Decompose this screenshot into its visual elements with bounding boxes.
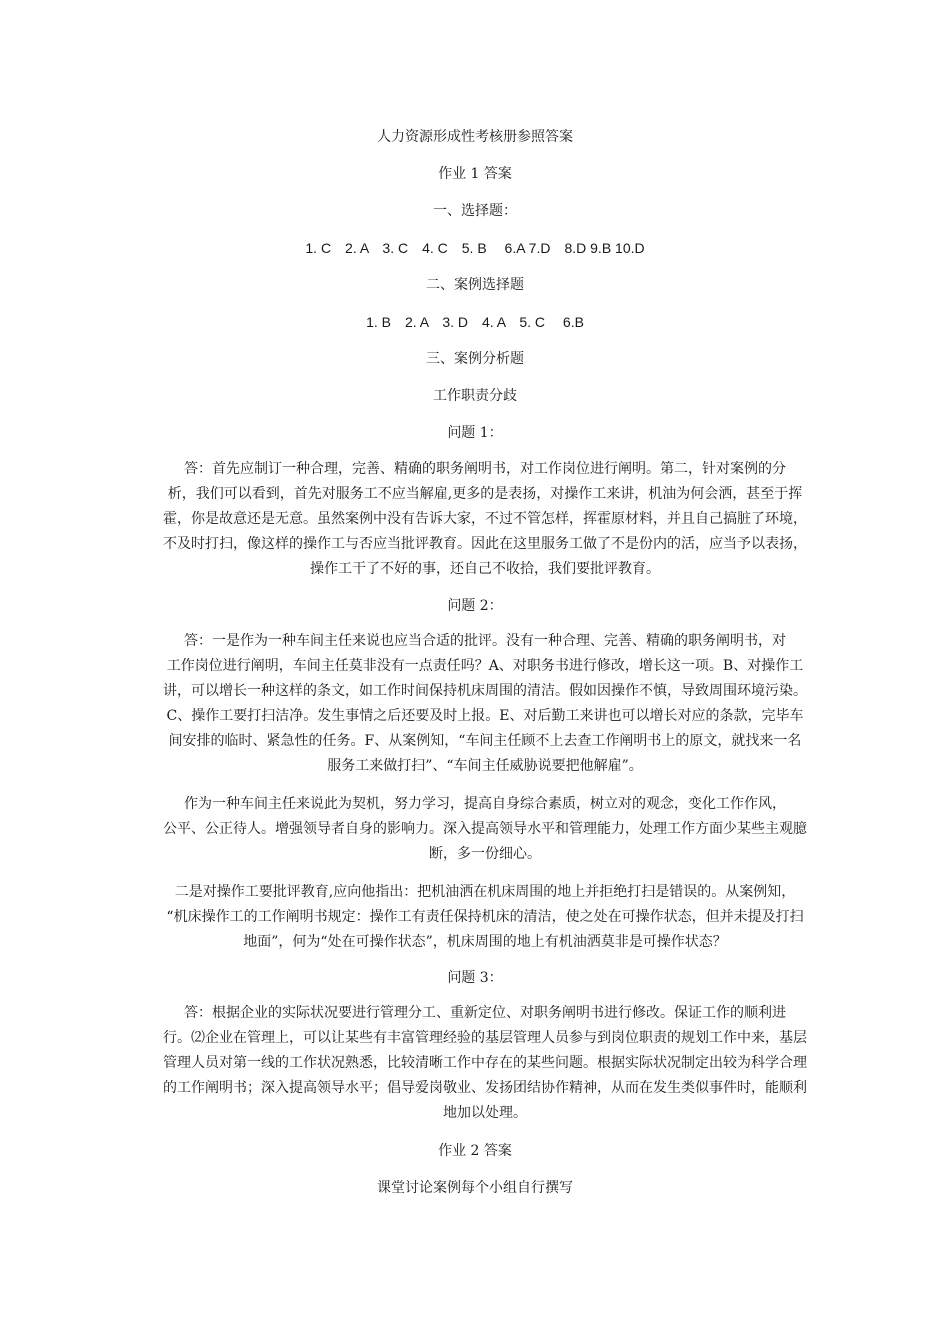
answer-line: 析，我们可以看到，首先对服务工不应当解雇,更多的是表扬，对操作工来讲，机油为何会洒，甚至于挥 — [167, 486, 803, 502]
section-1-answers: 1. C 2. A 3. C 4. C 5. B 6.A 7.D 8.D 9.B 10.D — [305, 240, 645, 256]
question-1-heading: 问题 1： — [447, 425, 503, 441]
answer-line: 的工作阐明书；深入提高领导水平；倡导爱岗敬业、发扬团结协作精神，从而在发生类似事件时，能顺利 — [163, 1080, 807, 1096]
answer-line: 讲，可以增长一种这样的条文，如工作时间保持机床周围的清洁。假如因操作不慎，导致周围环境污染。 — [163, 683, 807, 699]
homework-2-note: 课堂讨论案例每个小组自行撰写 — [377, 1180, 573, 1196]
homework-1-heading: 作业 1 答案 — [438, 166, 512, 182]
document-title: 人力资源形成性考核册参照答案 — [377, 129, 573, 145]
question-2-answer-part-2 — [140, 792, 830, 867]
answer-line: 管理人员对第一线的工作状况熟悉，比较清晰工作中存在的某些问题。根据实际状况制定出较为科学合理 — [163, 1055, 807, 1071]
answer-line: C、操作工要打扫洁净。发生事情之后还要及时上报。E、对后勤工来讲也可以增长对应的条款，完毕车 — [166, 708, 804, 724]
answer-line: 操作工干了不好的事，还自己不收拾，我们要批评教育。 — [310, 561, 660, 577]
question-3-answer — [140, 1001, 830, 1126]
answer-line: 不及时打扫，像这样的操作工与否应当批评教育。因此在这里服务工做了不是份内的活，应当予以表扬， — [163, 536, 807, 552]
section-1-heading: 一、选择题： — [433, 203, 517, 219]
section-3-heading: 三、案例分析题 — [426, 351, 524, 367]
question-2-answer-part-1 — [140, 629, 830, 779]
question-3-heading: 问题 3： — [447, 970, 503, 986]
answer-line: 行。⑵企业在管理上，可以让某些有丰富管理经验的基层管理人员参与到岗位职责的规划工作中来，基层 — [163, 1030, 807, 1046]
case-title: 工作职责分歧 — [433, 388, 517, 404]
answer-line: 二是对操作工要批评教育,应向他指出：把机油洒在机床周围的地上并拒绝打扫是错误的。从案例知， — [174, 884, 796, 900]
answer-line: 霍，你是故意还是无意。虽然案例中没有告诉大家，不过不管怎样，挥霍原材料，并且自己搞脏了环境， — [163, 511, 807, 527]
answer-line: 作为一种车间主任来说此为契机，努力学习，提高自身综合素质，树立对的观念，变化工作作风， — [184, 796, 786, 812]
homework-2-heading: 作业 2 答案 — [438, 1143, 512, 1159]
question-2-heading: 问题 2： — [447, 598, 503, 614]
answer-line: 答：根据企业的实际状况要进行管理分工、重新定位、对职务阐明书进行修改。保证工作的顺利进 — [184, 1005, 786, 1021]
answer-line: 工作岗位进行阐明，车间主任莫非没有一点责任吗？A、对职务书进行修改，增长这一项。B、对操作工 — [166, 658, 804, 674]
section-2-answers: 1. B 2. A 3. D 4. A 5. C 6.B — [366, 314, 584, 330]
answer-line: 公平、公正待人。增强领导者自身的影响力。深入提高领导水平和管理能力，处理工作方面少某些主观臆 — [163, 821, 807, 837]
answer-line: 答：一是作为一种车间主任来说也应当合适的批评。没有一种合理、完善、精确的职务阐明书，对 — [184, 633, 786, 649]
answer-line: “机床操作工的工作阐明书规定：操作工有责任保持机床的清洁，使之处在可操作状态，但并未提及打扫 — [166, 909, 804, 925]
answer-line: 服务工来做打扫”、“车间主任威胁说要把他解雇”。 — [327, 758, 643, 774]
answer-line: 间安排的临时、紧急性的任务。F、从案例知，“车间主任顾不上去查工作阐明书上的原文，就找来一名 — [168, 733, 802, 749]
answer-line: 地加以处理。 — [443, 1105, 527, 1121]
answer-line: 答：首先应制订一种合理，完善、精确的职务阐明书，对工作岗位进行阐明。第二，针对案例的分 — [184, 461, 786, 477]
answer-line: 地面”，何为“处在可操作状态”，机床周围的地上有机油洒莫非是可操作状态？ — [243, 934, 727, 950]
question-2-answer-part-3 — [140, 880, 830, 955]
question-1-answer — [140, 457, 830, 582]
section-2-heading: 二、案例选择题 — [426, 277, 524, 293]
answer-line: 断，多一份细心。 — [429, 846, 541, 862]
